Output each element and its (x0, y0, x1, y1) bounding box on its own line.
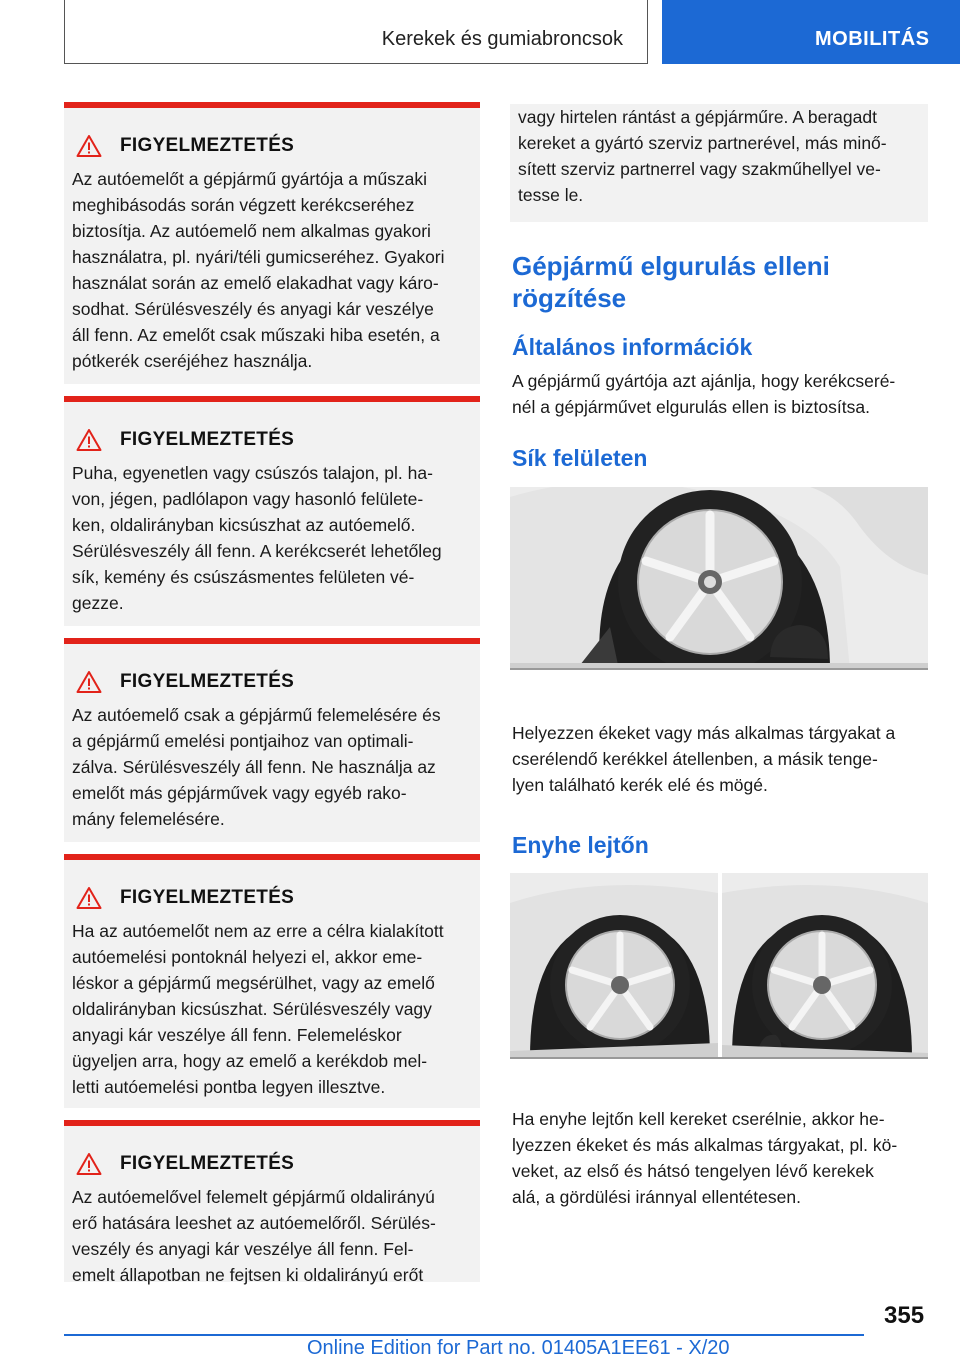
text-line: von, jégen, padlólapon vagy hasonló felülete- (72, 489, 424, 509)
text-line: Puha, egyenetlen vagy csúszós talajon, pl. ha- (72, 463, 433, 483)
text-line: Az autóemelőt a gépjármű gyártója a műszaki (72, 169, 428, 189)
warning-box-3 (64, 638, 480, 842)
slope-heading: Enyhe lejtőn (512, 832, 649, 858)
warning-box-2 (64, 396, 480, 626)
text-line: a gépjármű emelési pontjaihoz van optimali- (72, 731, 414, 751)
text-line: áll fenn. Az emelőt csak műszaki hiba esetén, a (72, 325, 440, 345)
section-title: Kerekek és gumiabroncsok (381, 28, 623, 50)
text-line: tesse le. (518, 185, 584, 205)
slope-photo-rear (722, 873, 928, 1058)
text-line: Sérülésveszély áll fenn. A kerékcserét lehetőleg (72, 541, 442, 561)
warning-title: FIGYELMEZTETÉS (120, 1153, 295, 1174)
warning-box-5 (64, 1120, 480, 1285)
text-line: oldalirányban kicsúszhat. Sérülésveszély vagy (72, 999, 432, 1019)
warning-continuation-box (510, 104, 928, 222)
text-line: veket, az első és hátsó tengelyen lévő kerekek (512, 1161, 874, 1181)
text-line: anyagi kár veszélye áll fenn. Felemeléskor (72, 1025, 402, 1045)
flat-surface-paragraph (512, 720, 895, 798)
text-line: veszély és anyagi kár veszélye áll fenn. Fel- (72, 1239, 414, 1259)
text-line: nél a gépjárművet elgurulás ellen is biztosítsa. (512, 397, 870, 417)
wheel-chock-slope-rear-illustration (722, 873, 928, 1058)
text-line: ügyeljen arra, hogy az emelő a kerékdob mel- (72, 1051, 428, 1071)
warning-triangle-icon (76, 428, 102, 452)
warning-triangle-icon (76, 670, 102, 694)
photo-divider (510, 1057, 928, 1059)
warning-text (72, 166, 474, 374)
text-line: használat során az emelő elakadhat vagy káro- (72, 273, 439, 293)
text-line: erő hatására leeshet az autóemelőről. Sérülés- (72, 1213, 436, 1233)
warning-title: FIGYELMEZTETÉS (120, 887, 295, 908)
text-line: léskor a gépjármű megsérülhet, vagy az emelő (72, 973, 435, 993)
text-line: gezze. (72, 593, 124, 613)
warning-triangle-icon (76, 886, 102, 910)
warning-triangle-icon (76, 1152, 102, 1176)
text-line: ken, oldalirányban kicsúszhat az autóemelő. (72, 515, 416, 535)
heading-line: Gépjármű elgurulás elleni (512, 251, 830, 281)
slope-paragraph (512, 1106, 897, 1210)
warning-text (72, 1184, 474, 1288)
wheel-chock-slope-front-illustration (510, 873, 718, 1058)
text-line: emelőt más gépjárművek vagy egyéb rako- (72, 783, 407, 803)
text-line: A gépjármű gyártója azt ajánlja, hogy kerékcseré- (512, 371, 896, 391)
text-line: használatra, pl. nyári/téli gumicseréhez. Gyakori (72, 247, 445, 267)
flat-surface-photo (510, 487, 928, 670)
text-line: Ha enyhe lejtőn kell kereket cserélnie, akkor he- (512, 1109, 885, 1129)
warning-text (72, 918, 474, 1100)
text-line: mány felemelésére. (72, 809, 225, 829)
warning-title: FIGYELMEZTETÉS (120, 135, 295, 156)
header-section-box (64, 0, 648, 64)
text-line: letti autóemelési pontba legyen illesztve. (72, 1077, 386, 1097)
text-line: autóemelési pontoknál helyezi el, akkor eme- (72, 947, 423, 967)
warning-text (518, 104, 887, 208)
text-line: Helyezzen ékeket vagy más alkalmas tárgyakat a (512, 723, 896, 743)
general-heading: Általános információk (512, 334, 753, 360)
text-line: Ha az autóemelőt nem az erre a célra kialakított (72, 921, 444, 941)
footer-edition-text: Online Edition for Part no. 01405A1EE61 - X/20 (307, 1337, 730, 1359)
wheel-chock-flat-illustration (510, 487, 928, 670)
text-line: lyen található kerék elé és mögé. (512, 775, 768, 795)
general-paragraph (512, 368, 895, 420)
flat-surface-heading: Sík felületen (512, 445, 648, 471)
text-line: sík, kemény és csúszásmentes felületen vé- (72, 567, 415, 587)
text-line: Az autóemelő csak a gépjármű felemelésére és (72, 705, 441, 725)
text-line: vagy hirtelen rántást a gépjárműre. A beragadt (518, 107, 877, 127)
photo-divider (510, 668, 928, 670)
warning-text (72, 702, 474, 832)
warning-box-1 (64, 102, 480, 384)
text-line: pótkerék cseréjéhez használja. (72, 351, 313, 371)
warning-title: FIGYELMEZTETÉS (120, 429, 295, 450)
page-number: 355 (884, 1302, 925, 1329)
text-line: emelt állapotban ne fejtsen ki oldalirányú erőt (72, 1265, 424, 1285)
text-line: kereket a gyártó szerviz partnerével, más minő- (518, 133, 887, 153)
text-line: sodhat. Sérülésveszély és anyagi kár veszélye (72, 299, 434, 319)
text-line: biztosítja. Az autóemelő nem alkalmas gyakori (72, 221, 431, 241)
warning-box-4 (64, 854, 480, 1108)
header-chapter-tab (662, 0, 960, 64)
text-line: lyezzen ékeket és más alkalmas tárgyakat, pl. kö- (512, 1135, 898, 1155)
warning-triangle-icon (76, 134, 102, 158)
text-line: meghibásodás során végzett kerékcseréhez (72, 195, 415, 215)
text-line: Az autóemelővel felemelt gépjármű oldalirányú (72, 1187, 435, 1207)
heading-line: rögzítése (512, 283, 627, 313)
chapter-title: MOBILITÁS (815, 28, 930, 50)
text-line: cserélendő kerékkel átellenben, a másik tenge- (512, 749, 878, 769)
warning-title: FIGYELMEZTETÉS (120, 671, 295, 692)
warning-text (72, 460, 474, 616)
main-heading (512, 250, 830, 314)
footer-divider (64, 1334, 864, 1336)
text-line: zálva. Sérülésveszély áll fenn. Ne használja az (72, 757, 436, 777)
text-line: sített szerviz partnerrel vagy szakműhellyel ve- (518, 159, 881, 179)
text-line: alá, a gördülési iránnyal ellentétesen. (512, 1187, 801, 1207)
slope-photo-front (510, 873, 718, 1058)
